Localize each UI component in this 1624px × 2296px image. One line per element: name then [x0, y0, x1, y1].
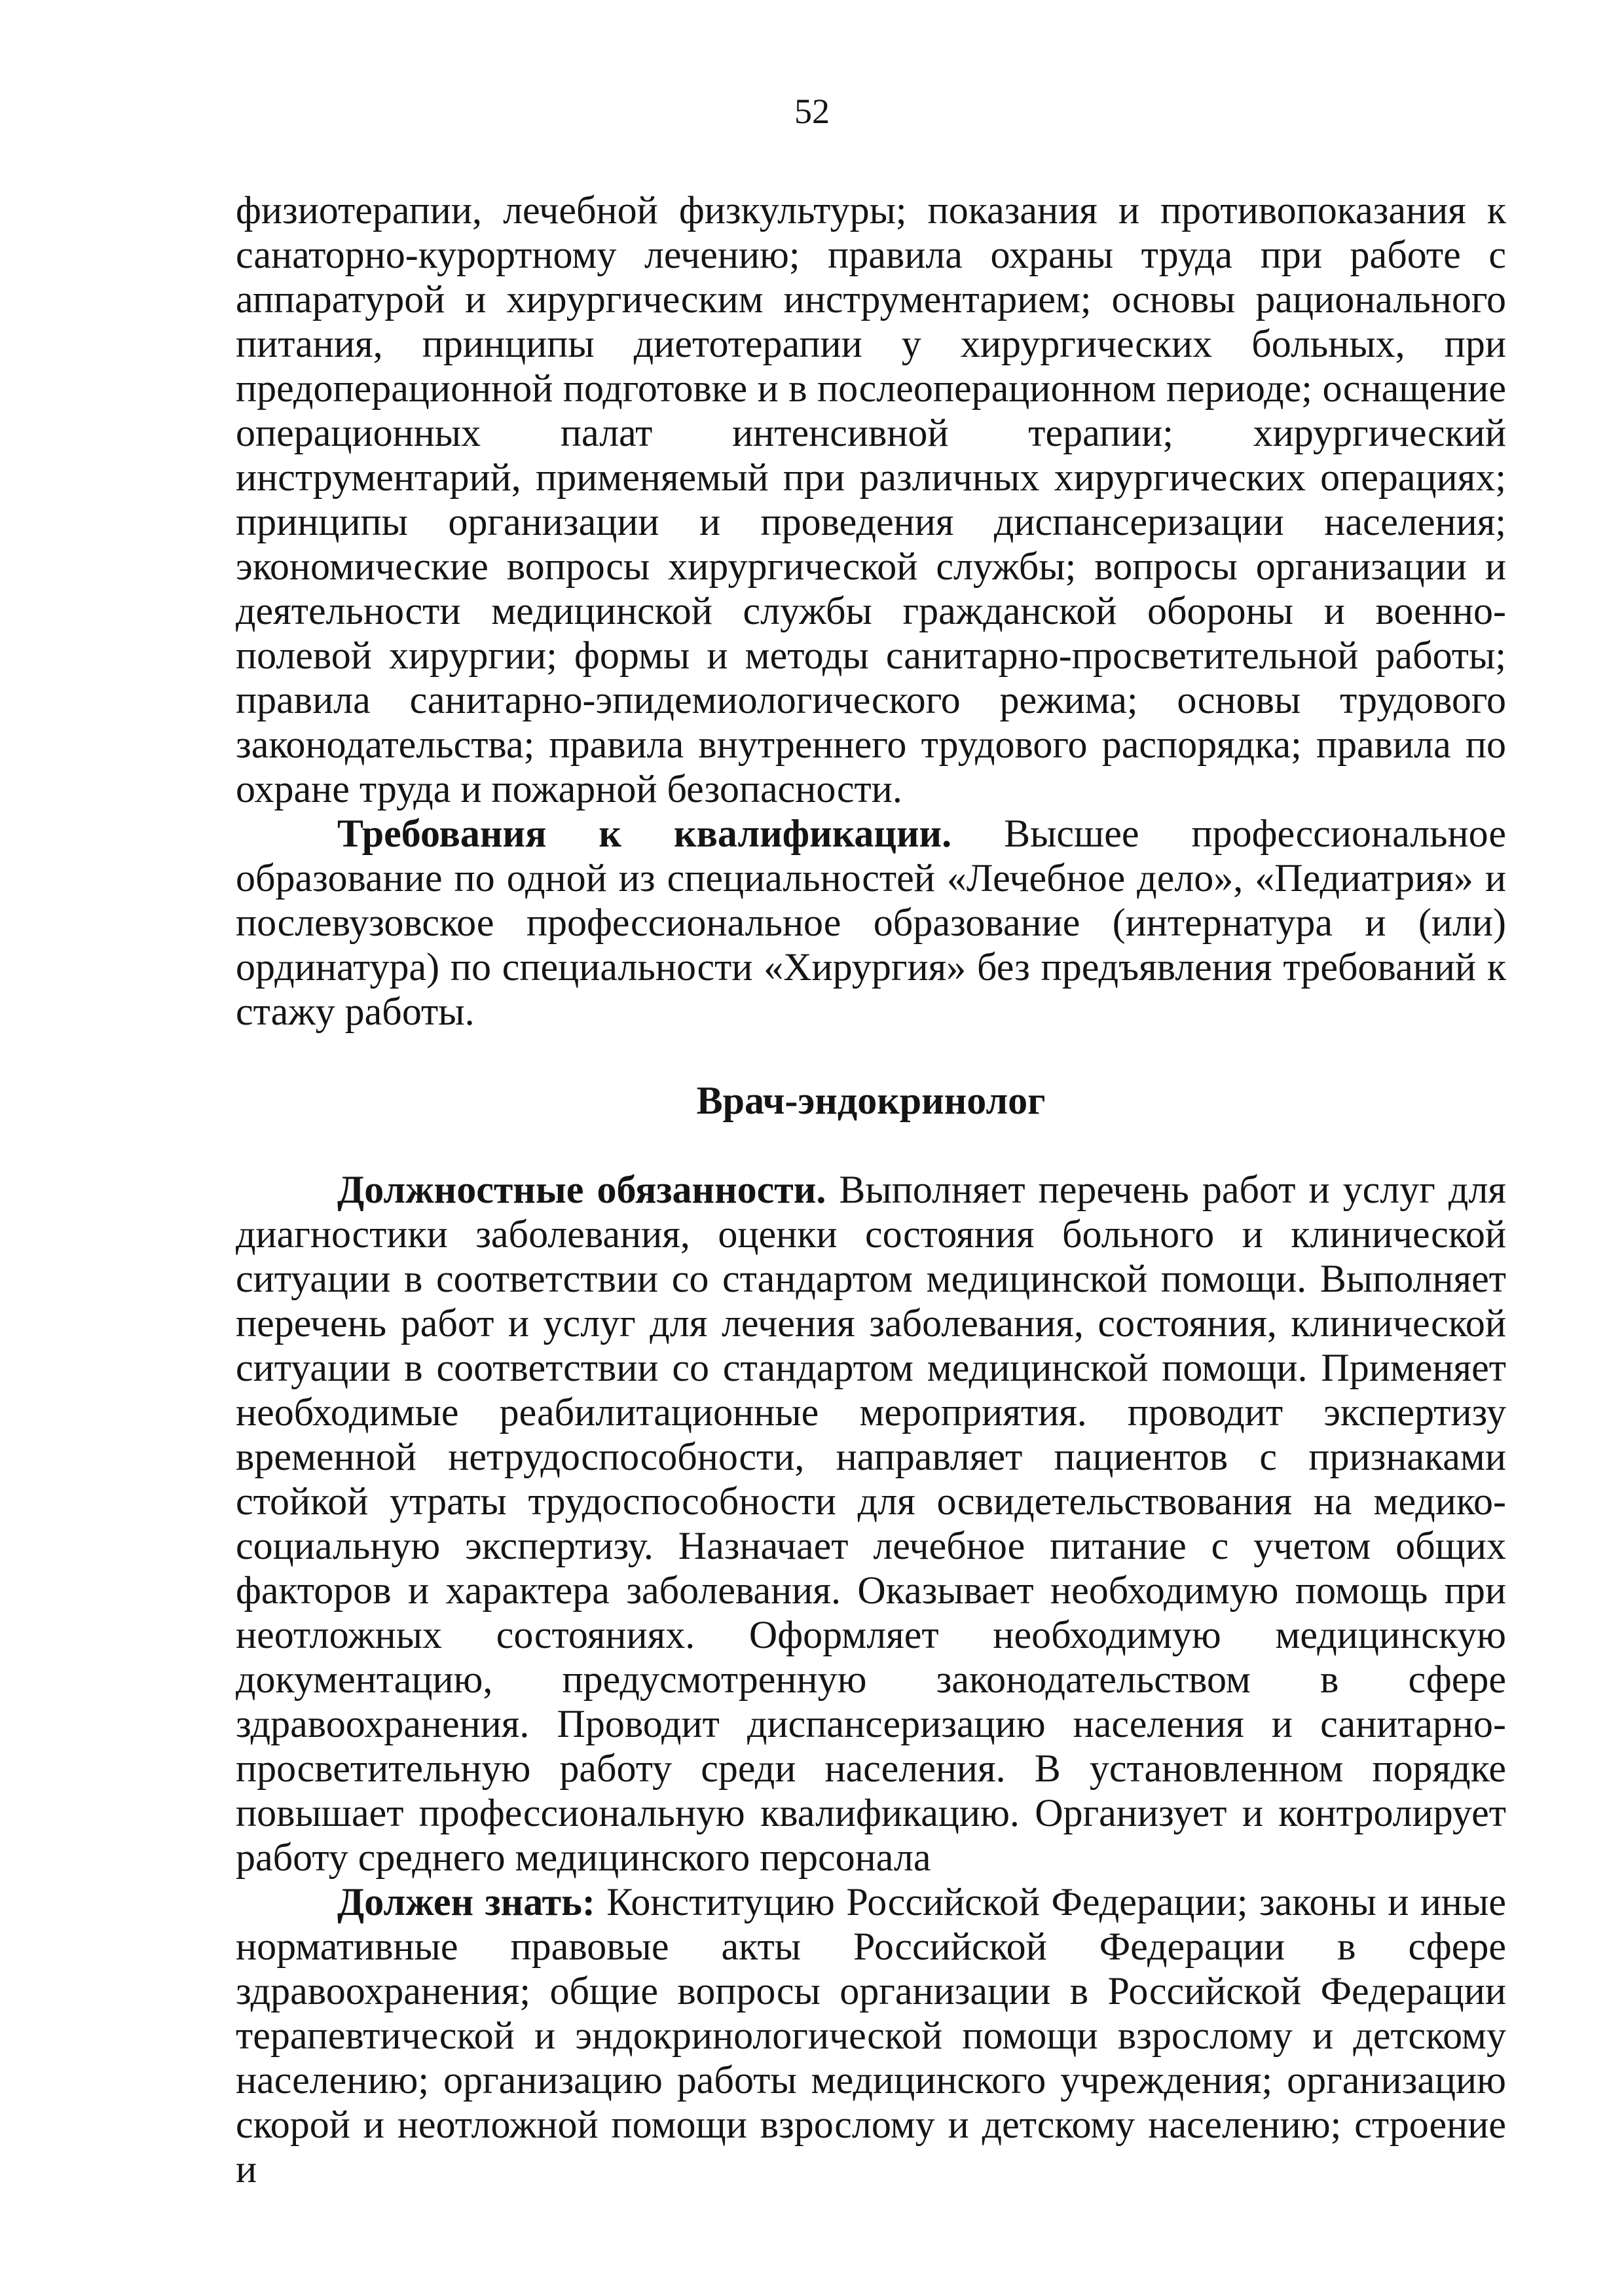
continuation-paragraph: физиотерапии, лечебной физкультуры; показания и противопоказания к санаторно-курортному лечению; правила охраны труда при работе с аппаратурой и хирургическим инструментарием; основы рационального питания, принципы диетотерапии у хирургических больных, при предоперационной подготовке и в послеоперационном периоде; оснащение операционных палат интенсивной терапии; хирургический инструментарий, применяемый при различных хирургических операциях; принципы организации и проведения диспансеризации населения; экономические вопросы хирургической службы; вопросы организации и деятельности медицинской службы гражданской обороны и военно-полевой хирургии; формы и методы санитарно-просветительной работы; правила санитарно-эпидемиологического режима; основы трудового законодательства; правила внутреннего трудового распорядка; правила по охране труда и пожарной безопасности.	[236, 189, 1506, 811]
duties-lead: Должностные обязанности.	[337, 1168, 826, 1211]
qualification-text: Высшее профессиональное образование по одной из специальностей «Лечебное дело», «Педиатрия» и послевузовское профессиональное образование (интернатура и (или) ординатура) по специальности «Хирургия» без предъявления требований к стажу работы.	[236, 812, 1507, 1033]
duties-paragraph	[236, 1167, 1506, 1880]
document-body	[236, 188, 1506, 2191]
qualification-paragraph	[236, 811, 1506, 1034]
duties-text: Выполняет перечень работ и услуг для диагностики заболевания, оценки состояния больного и клинической ситуации в соответствии со стандартом медицинской помощи. Выполняет перечень работ и услуг для лечения заболевания, состояния, клинической ситуации в соответствии со стандартом медицинской помощи. Применяет необходимые реабилитационные мероприятия. проводит экспертизу временной нетрудоспособности, направляет пациентов с признаками стойкой утраты трудоспособности для освидетельствования на медико-социальную экспертизу. Назначает лечебное питание с учетом общих факторов и характера заболевания. Оказывает необходимую помощь при неотложных состояниях. Оформляет необходимую медицинскую документацию, предусмотренную законодательством в сфере здравоохранения. Проводит диспансеризацию населения и санитарно-просветительную работу среди населения. В установленном порядке повышает профессиональную квалификацию. Организует и контролирует работу среднего медицинского персонала	[236, 1168, 1506, 1879]
page-number: 52	[794, 92, 830, 131]
knowledge-paragraph	[236, 1880, 1506, 2191]
knowledge-lead: Должен знать:	[337, 1880, 595, 1923]
knowledge-text: Конституцию Российской Федерации; законы и иные нормативные правовые акты Российской Федерации в сфере здравоохранения; общие вопросы организации в Российской Федерации терапевтической и эндокринологической помощи взрослому и детскому населению; организацию работы медицинского учреждения; организацию скорой и неотложной помощи взрослому и детскому населению; строение и	[236, 1880, 1506, 2191]
section-title: Врач-эндокринолог	[696, 1079, 1046, 1122]
qualification-lead: Требования к квалификации.	[337, 812, 952, 855]
